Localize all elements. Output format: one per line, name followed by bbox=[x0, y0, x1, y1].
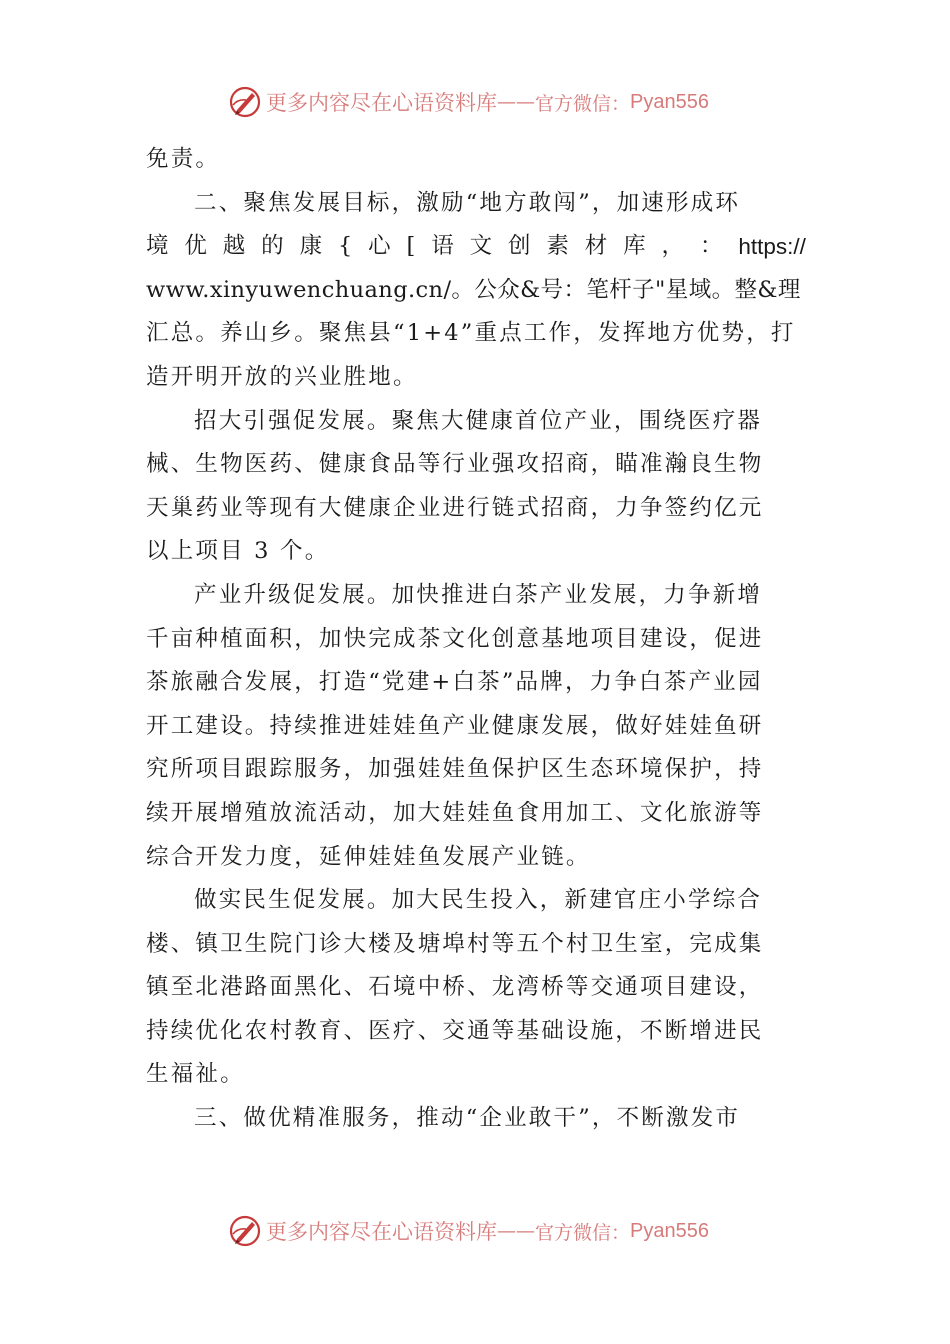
text-line: 天巢药业等现有大健康企业进行链式招商，力争签约亿元 bbox=[146, 494, 764, 521]
watermark-dash: —— bbox=[497, 91, 535, 113]
text-line: 造开明开放的兴业胜地。 bbox=[146, 363, 418, 390]
text-line: 镇至北港路面黑化、石境中桥、龙湾桥等交通项目建设， bbox=[146, 974, 764, 1001]
text-line: 械、生物医药、健康食品等行业强攻招商，瞄准瀚良生物 bbox=[146, 451, 764, 478]
text-line: 综合开发力度，延伸娃娃鱼发展产业链。 bbox=[146, 843, 591, 870]
footer-watermark bbox=[228, 1211, 709, 1251]
pen-logo-icon bbox=[228, 85, 262, 119]
watermark-wechat-id: Pyan556 bbox=[630, 1219, 709, 1242]
text-line: www.xinyuwenchuang.cn/。公众&号：笔杆子"星域。整&理 bbox=[146, 276, 801, 303]
text-line: 做实民生促发展。加大民生投入，新建官庄小学综合 bbox=[194, 887, 763, 914]
watermark-text: 更多内容尽在心语资料库 bbox=[266, 1220, 497, 1244]
text-line: 免责。 bbox=[146, 146, 221, 172]
text-line: 招大引强促发展。聚焦大健康首位产业，围绕医疗器 bbox=[194, 407, 763, 434]
document-body bbox=[146, 138, 806, 1141]
text-line: 产业升级促发展。加快推进白茶产业发展，力争新增 bbox=[194, 581, 763, 608]
header-watermark bbox=[228, 82, 709, 122]
text-line: 开工建设。持续推进娃娃鱼产业健康发展，做好娃娃鱼研 bbox=[146, 712, 764, 739]
text-line: 楼、镇卫生院门诊大楼及塘埠村等五个村卫生室，完成集 bbox=[146, 930, 764, 957]
text-line-spaced: 境 优 越 的 康 { 心 [ 语 文 创 素 材 库 ， ： https:// bbox=[146, 233, 806, 260]
text-line: 二、聚焦发展目标，激励“地方敢闯”，加速形成环 bbox=[194, 189, 741, 216]
pen-logo-icon bbox=[228, 1214, 262, 1248]
text-line: 汇总。养山乡。聚焦县“1+4”重点工作，发挥地方优势，打 bbox=[146, 320, 796, 347]
text-line: 究所项目跟踪服务，加强娃娃鱼保护区生态环境保护，持 bbox=[146, 756, 764, 783]
text-line: 茶旅融合发展，打造“党建+白茶”品牌，力争白茶产业园 bbox=[146, 669, 763, 696]
text-line: 千亩种植面积，加快完成茶文化创意基地项目建设，促进 bbox=[146, 625, 764, 652]
watermark-wechat-label: 官方微信： bbox=[535, 92, 631, 115]
text-line: 续开展增殖放流活动，加大娃娃鱼食用加工、文化旅游等 bbox=[146, 799, 764, 826]
text-line: 生福祉。 bbox=[146, 1061, 245, 1088]
watermark-wechat-id: Pyan556 bbox=[630, 90, 709, 113]
watermark-text: 更多内容尽在心语资料库 bbox=[266, 91, 497, 115]
text-line: 三、做优精准服务，推动“企业敢干”，不断激发市 bbox=[194, 1105, 741, 1132]
text-line: 持续优化农村教育、医疗、交通等基础设施，不断增进民 bbox=[146, 1017, 764, 1044]
text-line: 以上项目 3 个。 bbox=[146, 538, 330, 565]
watermark-dash: —— bbox=[497, 1220, 535, 1242]
watermark-wechat-label: 官方微信： bbox=[535, 1221, 631, 1244]
